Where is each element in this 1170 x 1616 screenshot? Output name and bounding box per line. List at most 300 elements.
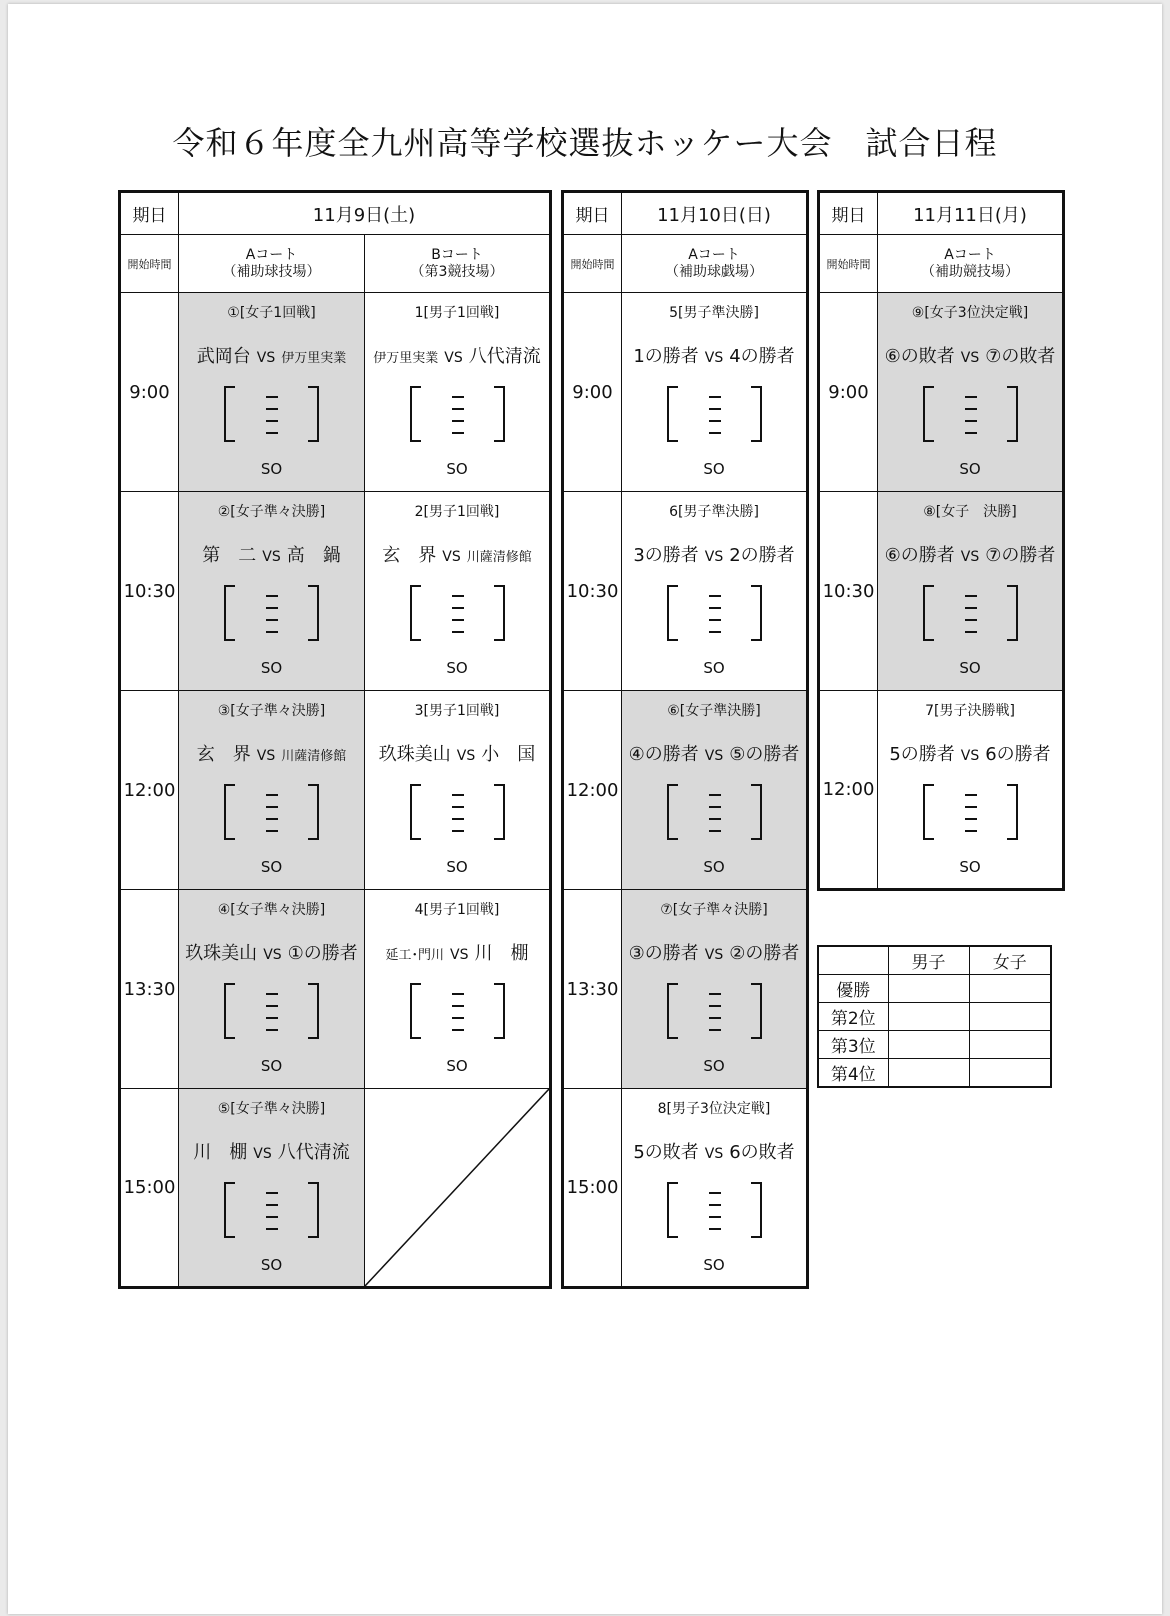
score-brackets [410, 585, 505, 643]
court-venue: （補助球戯場） [665, 263, 763, 280]
score-dash [709, 1017, 721, 1019]
match-label: 4[男子1回戦] [414, 902, 500, 918]
match-teams [622, 342, 806, 368]
team-name: ①の勝者 [287, 943, 358, 964]
match-teams [622, 541, 806, 567]
vs-label: VS [442, 549, 461, 565]
vs-label: VS [704, 748, 724, 764]
score-dash [965, 794, 977, 796]
shootout-label: SO [703, 1256, 725, 1274]
team-name: ③の勝者 [628, 943, 699, 964]
team-name: 玖珠美山 [185, 943, 258, 964]
match-cell [622, 691, 808, 890]
score-dash [266, 396, 278, 398]
score-dash [266, 595, 278, 597]
bracket-right [308, 386, 319, 442]
court-name: Aコート [688, 246, 740, 263]
start-time-label: 開始時間 [819, 235, 878, 293]
shootout-label: SO [703, 1057, 725, 1075]
bracket-right [751, 784, 762, 840]
score-dash [452, 1005, 464, 1007]
team-name: 小 国 [481, 744, 536, 765]
score-dash [709, 1228, 721, 1230]
match-label: ⑧[女子 決勝] [923, 504, 1017, 520]
shootout-label: SO [703, 659, 725, 677]
bracket-right [308, 585, 319, 641]
bracket-right [751, 1182, 762, 1238]
score-dash [965, 396, 977, 398]
bracket-right [751, 585, 762, 641]
score-brackets [224, 983, 319, 1041]
score-dash [965, 408, 977, 410]
court-row [563, 235, 808, 293]
score-dash [965, 818, 977, 820]
score-brackets [224, 386, 319, 444]
start-time-label: 開始時間 [563, 235, 622, 293]
score-dash [266, 631, 278, 633]
start-time: 10:30 [819, 492, 878, 691]
match-cell [179, 293, 365, 492]
standings-header-row [818, 946, 1051, 975]
score-dash [452, 993, 464, 995]
time-slot-row [819, 691, 1064, 890]
court-venue: （補助競技場） [921, 263, 1019, 280]
match-teams [179, 541, 364, 567]
match-teams [179, 1138, 364, 1164]
start-time: 12:00 [563, 691, 622, 890]
court-name: Aコート [944, 246, 996, 263]
bracket-right [1007, 784, 1018, 840]
score-dash [452, 595, 464, 597]
match-label: ⑨[女子3位決定戦] [911, 305, 1029, 321]
time-slot-row [563, 890, 808, 1089]
start-time: 12:00 [819, 691, 878, 890]
time-slot-row [563, 691, 808, 890]
bracket-right [1007, 386, 1018, 442]
team-name: 高 鍋 [286, 545, 341, 566]
score-dash [266, 1029, 278, 1031]
team-name: 川薩清修館 [466, 550, 532, 565]
time-slot-row [120, 691, 551, 890]
match-label: ④[女子準々決勝] [217, 902, 326, 918]
match-label: 3[男子1回戦] [414, 703, 500, 719]
score-dash [266, 420, 278, 422]
score-dash [266, 1005, 278, 1007]
match-label: 8[男子3位決定戦] [657, 1101, 771, 1117]
start-time: 15:00 [563, 1089, 622, 1288]
team-name: ②の勝者 [729, 943, 800, 964]
match-teams [179, 342, 364, 368]
match-label: ⑦[女子準々決勝] [660, 902, 768, 918]
standings-cell [888, 1059, 969, 1088]
score-dash [266, 993, 278, 995]
score-brackets [667, 1182, 762, 1240]
score-dash [452, 806, 464, 808]
score-brackets [667, 784, 762, 842]
court-header [179, 235, 365, 293]
match-cell [622, 293, 808, 492]
score-brackets [923, 386, 1018, 444]
score-dash [452, 1029, 464, 1031]
shootout-label: SO [260, 460, 283, 478]
time-slot-row [819, 492, 1064, 691]
bracket-left [410, 386, 421, 442]
bracket-right [308, 784, 319, 840]
standings-row-label: 第2位 [818, 1003, 888, 1031]
bracket-left [667, 983, 678, 1039]
standings-row [818, 1031, 1051, 1059]
score-dash [266, 1192, 278, 1194]
score-dash [452, 420, 464, 422]
match-label: ⑥[女子準決勝] [667, 703, 761, 719]
court-header [878, 235, 1064, 293]
time-slot-row [120, 293, 551, 492]
match-teams [622, 740, 806, 766]
score-dash [965, 607, 977, 609]
score-dash [709, 595, 721, 597]
team-name: 5の敗者 [633, 1142, 699, 1163]
start-time-label: 開始時間 [120, 235, 179, 293]
score-dash [709, 1005, 721, 1007]
vs-label: VS [256, 350, 276, 366]
team-name: 1の勝者 [633, 346, 699, 367]
standings-cell [969, 1059, 1051, 1088]
match-cell [365, 492, 551, 691]
vs-label: VS [444, 350, 463, 366]
standings-cell [888, 1031, 969, 1059]
match-label: 7[男子決勝戦] [925, 703, 1015, 719]
schedule-table-day-3 [817, 190, 1065, 891]
court-header [622, 235, 808, 293]
score-dash [709, 1216, 721, 1218]
start-time: 10:30 [120, 492, 179, 691]
court-venue: （第3競技場） [410, 263, 504, 280]
score-dash [266, 1216, 278, 1218]
match-label: 6[男子準決勝] [669, 504, 759, 520]
start-time: 12:00 [120, 691, 179, 890]
vs-label: VS [960, 350, 980, 366]
bracket-right [494, 585, 505, 641]
date-header-label: 期日 [819, 192, 878, 235]
match-teams [365, 342, 549, 368]
bracket-right [494, 386, 505, 442]
score-dash [452, 396, 464, 398]
time-slot-row [120, 492, 551, 691]
bracket-right [751, 386, 762, 442]
date-header-label: 期日 [563, 192, 622, 235]
standings-cell [969, 1003, 1051, 1031]
team-name: ⑥の敗者 [884, 346, 955, 367]
team-name: ⑦の勝者 [985, 545, 1056, 566]
vs-label: VS [704, 947, 724, 963]
bracket-right [494, 983, 505, 1039]
score-dash [965, 830, 977, 832]
team-name: 川薩清修館 [281, 749, 347, 764]
team-name: 川 棚 [193, 1142, 248, 1163]
shootout-label: SO [260, 659, 283, 677]
score-dash [452, 794, 464, 796]
vs-label: VS [256, 748, 276, 764]
court-venue: （補助球技場） [222, 263, 321, 280]
bracket-left [923, 784, 934, 840]
match-teams [365, 740, 549, 766]
score-dash [709, 794, 721, 796]
team-name: 伊万里実業 [373, 351, 439, 366]
match-cell [365, 293, 551, 492]
standings-corner-cell [818, 946, 888, 975]
date-row [819, 192, 1064, 235]
score-brackets [410, 386, 505, 444]
match-cell [365, 890, 551, 1089]
match-label: 2[男子1回戦] [414, 504, 500, 520]
team-name: 6の敗者 [729, 1142, 795, 1163]
team-name: 八代清流 [277, 1142, 350, 1163]
score-dash [965, 420, 977, 422]
time-slot-row [819, 293, 1064, 492]
score-dash [266, 818, 278, 820]
vs-label: VS [704, 350, 724, 366]
bracket-right [308, 983, 319, 1039]
match-label: ②[女子準々決勝] [217, 504, 326, 520]
page-title: 令和６年度全九州高等学校選抜ホッケー大会 試合日程 [172, 124, 998, 162]
match-cell [179, 691, 365, 890]
match-teams [365, 541, 549, 567]
court-name: Bコート [431, 246, 483, 263]
score-dash [452, 818, 464, 820]
score-dash [709, 432, 721, 434]
standings-row-label: 第3位 [818, 1031, 888, 1059]
time-slot-row [563, 1089, 808, 1288]
team-name: 2の勝者 [729, 545, 795, 566]
score-dash [452, 830, 464, 832]
match-cell [179, 890, 365, 1089]
score-dash [709, 607, 721, 609]
bracket-left [667, 585, 678, 641]
team-name: 玖珠美山 [378, 744, 451, 765]
court-header [365, 235, 551, 293]
match-cell [179, 492, 365, 691]
score-dash [709, 396, 721, 398]
vs-label: VS [960, 549, 980, 565]
score-dash [709, 408, 721, 410]
bracket-right [1007, 585, 1018, 641]
team-name: ④の勝者 [628, 744, 699, 765]
standings-cell [888, 1003, 969, 1031]
vs-label: VS [704, 1146, 724, 1162]
time-slot-row [120, 1089, 551, 1288]
shootout-label: SO [446, 858, 468, 876]
bracket-left [667, 1182, 678, 1238]
score-dash [965, 432, 977, 434]
bracket-right [308, 1182, 319, 1238]
vs-label: VS [263, 947, 282, 963]
empty-cell [365, 1089, 551, 1288]
shootout-label: SO [260, 1256, 283, 1274]
match-label: ⑤[女子準々決勝] [217, 1101, 326, 1117]
score-brackets [410, 983, 505, 1041]
standings-row [818, 1059, 1051, 1088]
time-slot-row [563, 492, 808, 691]
score-dash [709, 420, 721, 422]
schedule-table-day-2 [561, 190, 809, 1289]
score-brackets [410, 784, 505, 842]
court-name: Aコート [245, 246, 298, 263]
match-teams [878, 342, 1062, 368]
bracket-left [667, 784, 678, 840]
team-name: 玄 界 [196, 744, 251, 765]
match-cell [622, 492, 808, 691]
bracket-left [667, 386, 678, 442]
team-name: 3の勝者 [633, 545, 699, 566]
court-row [819, 235, 1064, 293]
shootout-label: SO [446, 1057, 468, 1075]
score-brackets [224, 1182, 319, 1240]
match-teams [179, 740, 364, 766]
bracket-left [410, 784, 421, 840]
bracket-left [410, 585, 421, 641]
schedule-table-day-1 [118, 190, 552, 1289]
score-dash [709, 1204, 721, 1206]
match-label: ①[女子1回戦] [227, 305, 316, 321]
vs-label: VS [704, 549, 724, 565]
score-dash [709, 1192, 721, 1194]
score-dash [266, 830, 278, 832]
score-dash [266, 1017, 278, 1019]
match-teams [878, 541, 1062, 567]
match-label: 1[男子1回戦] [414, 305, 500, 321]
team-name: 八代清流 [468, 346, 541, 367]
match-teams [365, 939, 549, 965]
match-label: ③[女子準々決勝] [217, 703, 326, 719]
match-cell [622, 890, 808, 1089]
score-dash [965, 595, 977, 597]
shootout-label: SO [703, 460, 725, 478]
team-name: 武岡台 [196, 346, 251, 367]
score-dash [452, 619, 464, 621]
start-time: 13:30 [120, 890, 179, 1089]
score-dash [266, 806, 278, 808]
team-name: 4の勝者 [729, 346, 795, 367]
shootout-label: SO [959, 858, 981, 876]
start-time: 10:30 [563, 492, 622, 691]
date-header-label: 期日 [120, 192, 179, 235]
score-dash [266, 408, 278, 410]
match-teams [622, 1138, 806, 1164]
date-row [120, 192, 551, 235]
bracket-left [224, 1182, 235, 1238]
score-brackets [224, 585, 319, 643]
score-dash [452, 408, 464, 410]
date-cell: 11月11日(月) [878, 192, 1064, 235]
team-name: ⑦の敗者 [985, 346, 1056, 367]
bracket-left [923, 386, 934, 442]
start-time: 9:00 [563, 293, 622, 492]
score-dash [452, 631, 464, 633]
score-dash [452, 432, 464, 434]
team-name: 5の勝者 [889, 744, 955, 765]
time-slot-row [120, 890, 551, 1089]
start-time: 15:00 [120, 1089, 179, 1288]
time-slot-row [563, 293, 808, 492]
vs-label: VS [262, 549, 281, 565]
match-cell [365, 691, 551, 890]
date-cell: 11月10日(日) [622, 192, 808, 235]
score-dash [709, 818, 721, 820]
team-name: 伊万里実業 [281, 351, 347, 366]
team-name: ⑤の勝者 [729, 744, 800, 765]
vs-label: VS [456, 748, 476, 764]
score-dash [965, 631, 977, 633]
team-name: 6の勝者 [985, 744, 1051, 765]
bracket-left [224, 386, 235, 442]
bracket-left [224, 983, 235, 1039]
shootout-label: SO [959, 659, 981, 677]
score-dash [709, 806, 721, 808]
standings-row-label: 第4位 [818, 1059, 888, 1088]
match-cell [179, 1089, 365, 1288]
score-dash [709, 1029, 721, 1031]
shootout-label: SO [703, 858, 725, 876]
match-cell [878, 492, 1064, 691]
standings-cell [969, 975, 1051, 1003]
score-brackets [923, 784, 1018, 842]
shootout-label: SO [260, 1057, 283, 1075]
bracket-left [224, 585, 235, 641]
score-dash [266, 619, 278, 621]
standings-row [818, 975, 1051, 1003]
team-name: 第 二 [202, 545, 257, 566]
match-label: 5[男子準決勝] [669, 305, 759, 321]
team-name: 延工･門川 [385, 948, 445, 963]
shootout-label: SO [446, 659, 468, 677]
score-dash [709, 631, 721, 633]
score-brackets [667, 585, 762, 643]
shootout-label: SO [446, 460, 468, 478]
bracket-left [923, 585, 934, 641]
standings-col-header: 男子 [888, 946, 969, 975]
score-dash [709, 619, 721, 621]
start-time: 9:00 [120, 293, 179, 492]
score-dash [965, 619, 977, 621]
score-dash [452, 1017, 464, 1019]
bracket-left [410, 983, 421, 1039]
score-dash [709, 830, 721, 832]
standings-table [817, 945, 1052, 1088]
match-cell [878, 293, 1064, 492]
score-dash [266, 607, 278, 609]
standings-cell [969, 1031, 1051, 1059]
standings-cell [888, 975, 969, 1003]
date-row [563, 192, 808, 235]
score-brackets [923, 585, 1018, 643]
score-dash [709, 993, 721, 995]
vs-label: VS [960, 748, 980, 764]
team-name: ⑥の勝者 [884, 545, 955, 566]
diagonal-strike [365, 1089, 549, 1286]
bracket-right [751, 983, 762, 1039]
match-cell [878, 691, 1064, 890]
standings-row-label: 優勝 [818, 975, 888, 1003]
start-time: 13:30 [563, 890, 622, 1089]
score-brackets [667, 386, 762, 444]
shootout-label: SO [959, 460, 981, 478]
standings-col-header: 女子 [969, 946, 1051, 975]
shootout-label: SO [260, 858, 283, 876]
match-teams [179, 939, 364, 965]
score-brackets [224, 784, 319, 842]
vs-label: VS [253, 1146, 272, 1162]
vs-label: VS [450, 947, 469, 963]
